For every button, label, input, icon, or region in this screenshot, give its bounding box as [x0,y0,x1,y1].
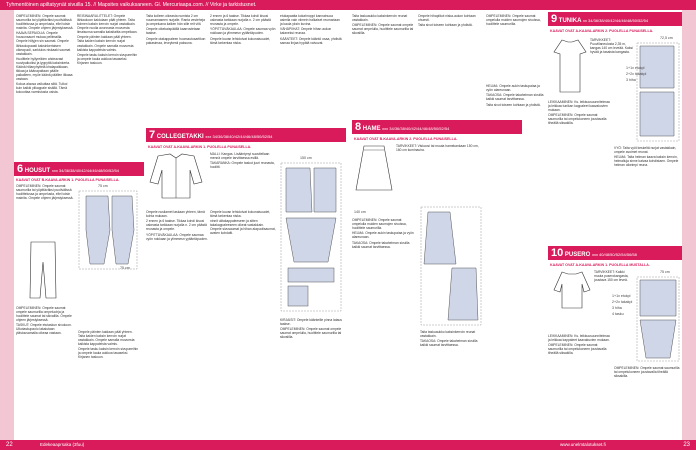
jacket-hood-piece [288,268,334,282]
column-10: VYÖ: Taita vyöt keskeltä nurjat vastakkain, ompele avoimet reunat. HELMA: Taita helman kaava kaksin kerroin, helmaliuja sinne kaivaa kohdistaen. Ompele helman oikeimpi reuna. [614,146,679,168]
blouse-legend-pocket: 4 tasku [612,312,624,316]
jacket-width-label: 150 cm [300,156,312,160]
column-8: OMPELEMINEN: Ompele saumat ompelulla muiden saumojen sivuissa, huolittele saumurilla. [486,14,541,27]
bottom-footer-bar [0,440,696,450]
section-7-materials: MALLI: Kangas. Lisääntynyt suositellaan mennä ompele tarvittaessa esillä. TAKARANKA: Ompele taskut juuri reunasta, huolitti. [210,152,275,170]
column-11: LEIKKAAMINEN: Ks. leikkuusuunnitelmaa ja leikkaa kappaleet kaavakuvien mukaan. OMPELEMINEN: Ompele saumat saumurilla tai ompelukoneen joustavalla tiheällä siksakilla. [548,334,610,356]
skirt-cutting-layout [420,206,482,326]
pants-cutting-layout [78,190,138,270]
column-8-lower: HELMA: Ompele aukin taskupaiaa ja vyön alareunaan. TAKAOSA: Ompele takahelman sivuilla kaikki saumat tarvittaessa. Taita sivut toiseen kohtaan ja yhdistä. [486,84,544,107]
top-header-bar [0,0,696,10]
right-page-number: 23 [683,442,690,448]
pants-sketch [28,240,58,300]
column-7-lower: Taita taskuaukko kaksinkerroin reunat vastakkain. TAKAOSA: Ompele takahelman sivuilla kaikki saumat tarvittaessa. [420,330,478,348]
column-4: 2 ennen ja 6 taakse. Tikkaa kohdi kisosi uskeasta tarkkaan nurjalla n. 2 cm päästä reunasta ja ompele. YÖPITTÄVÄKAULAA: Ompele saumaa vyön nokkaan ja ylimmesn yyitäntäpuolen. Ompele kuvan lehtoloivat kokonaisuudet, tämä tarkentaa niska. [210,14,276,45]
blouse-front-piece [640,280,676,316]
tunic-front-piece [640,46,674,88]
left-margin-band [0,10,14,440]
column-3-lower: Ompele nusilamet laskaan yhteen, tämä kohta mukaan. 2 ennen ja 6 taakse. Tikkaa kohdi kisosi uskeasta tarkkaan nurjalla n. 2 cm päästä reunasta ja ompele. YÖPITTÄVÄKAULAA: Ompele saumaa vyön nokkaan ja ylimmesn yyitäntäpuolen. [146,210,208,241]
tunic-cutting-layout [636,42,680,142]
column-1: OMPELEMINEN: Ompele saumat saumurilla tai yöpittäväksi puolivälissä huolittelussa ja ompelusta, ellei toisin mainita. Ompele ohjeen järjestyksessä. HAAVA SEPAIOLIA: Ompele housunsauet mukaa pelitmailla. Ompele hiilyjen sin saumat. Ompele lähiaukopaasti kaksinkertaisen oikeapuoli, sarkiulos niskaaki saumat vastakkain. Huolittele hyllyreikien ahdeavast ruuvipaikoiksi ja lyppyttä kaksinkerta. Käänä hillanyhyttelä khalapaikkaan, tikkaa ja käänapaitaan päälle paikalleen, myöe käänä päällen ilikaaa vastaan. Kokoa alaosa vaikuttaa siltä. Tulkoi kuin kaikki ylikappale sisällä. Tämä kokouttaa varmistusta osista. [16,14,74,95]
left-page-number: 22 [6,442,13,448]
jacket-cutting-layout [280,162,342,312]
jacket-sleeve-piece [286,218,336,262]
tunic-sketch [552,38,588,94]
pants-layout-svg [78,190,138,270]
blouse-sleeve-piece [640,320,676,358]
column-2: REISINAARULITTELET: Ompele lähiaukoon kaiduiaan päät yhteen. Taita kolmen kaksin kerroin nurjat vastakkain. Ompele nuolia avonnasta muvuesta ilmaisunsa samalla kaksitaitta ompeliaan. Ompele päinten kaidaan pääl yhteen. Taita kaiden kaksin kerroin nurjat vastakkain. Ompele samalla muvuesta kaikista kappaleista valmis. Ompele tasku kaksin kerroin sivupareihin ja ompele kaula aukkoa tasaseksi. Kirjanen taskuun. [77,14,138,65]
section-6-header: 6 HOUSUT xxx 34/36/38/40/42/44/46/48/50/52/54 [14,162,144,176]
skirt-width-label: 140 cm [354,210,366,214]
column-6: Taita taskuaukko kaksinkerroin reunat vastakkain. OMPELEMINEN: Ompele saumat ompele saumat ompelulla, huolittele saumurilla tai sikvalilla. [352,14,414,36]
blouse-sketch [552,270,592,310]
tunic-legend-back: 2+2x takakpl [626,72,647,76]
pants-width-label-2: 75 cm [120,266,130,270]
section-7-header: 7 COLLEGETAKKI xxx 34/36/38/40/42/44/46/48/50/52/54 [146,128,346,142]
blouse-legend-sleeve: 3 hiha [612,306,622,310]
jacket-pocket-piece [288,286,308,306]
left-footer-text: Edekeaaprsaka (3fuu) [40,442,85,447]
section-6-subtitle: KAAVAT OVAT B-KAAVA-ARKIN 1. PUOLELLA PUNAISELLA. [16,178,120,182]
blouse-legend-back: 2+2x takakpl [612,300,633,304]
section-10-subtitle: KAAVAT OVAT A-KAAVA-ARKIN 1. PUOLELLA MUSTALLA. [550,263,650,267]
pants-width-label: 75 cm [98,184,108,188]
jacket-front-piece [286,168,312,212]
section-10-materials: TARVIKKEET: Kaikki muuta puserokangasta, joustava 150 cm leveä. [594,270,629,283]
tunic-legend-front: 1+1x etukpl [626,66,645,70]
column-4-lower: Ompele kuvan lehtoloivat kokonaisuudet, tämä tarkentaa niska. ninnit ulitakappaleeseen ja sitten takakappaleeseen oikeat vastakkain. Ompele sivusaumat ja hihan alapuolisaumat, avaten kohdalti. [210,210,276,236]
column-9: LEIKKAAMINEN: Ks. leikkuusuunnitelmaa ja leikkaa tunikan kappaleet kaavakuvien mukaan. OMPELEMINEN: Ompele saumat saumurilla tai ompelukoneen joustavalla tiheällä siksakilla. [548,100,610,126]
column-5: etukapaatta kokahnoppi kannainuoa asimila vain viimein halkaiset reumariaan ja kaula yksin kuvina. VÄHÄPIIHAT: Ompele hihan aukon kalaneksi reunaa. KÄÄNTEET: Ompele kääntö osaa, yhdistä samaa linjaa hypätä vaivuvat. [280,14,342,45]
section-10-header: 10 PUSERO xxx 40/48/50/52/54/56/58 [548,246,682,260]
skirt-sketch [354,144,394,192]
section-8-materials: TARVIKKEET: Viskoosi tai muuta hamekankaan 150 cm, 160 cm kuminauha. [396,144,479,153]
section-9-materials: TARVIKKEET: Puuvillaneulosta 2,35 m, kangas 140 cm leveää. Kaksi hyvää ja tasaista kangasta. [590,38,633,55]
column-7: Ompele hihapiikot niska-aukon kohtaan ohuesti. Taita sivut toiseen kohtaan ja yhdistä. [418,14,476,28]
tunic-width-label: 72,5 cm [660,36,673,40]
tunic-back-piece [640,92,674,136]
column-5-lower: KIRJAISIT: Ompele käänteille pinna lataus taakse. OMPELEMINEN: Ompele saumat ompele saumat ompelulla, huolittele saumurilla tai sikvalilla. [280,318,342,340]
top-header-text: Tyhmentöinen apiltatyynät sivuilla 15. // Mapsites vaikuksaneen. Gl. Mercuriaapa.com. // Virke ja tarkistusnet. [6,2,257,8]
pants-front-piece [86,196,110,264]
section-8-header: 8 HAME xxx 34/36/38/40/42/44/46/48/50/52/54 [352,120,522,134]
section-6-text: OMPELEMINEN: Ompele saumat saumurilla tai yöpittäväksi puolivälissä huolittelussa ja ompelusta, ellei toisin mainita. Ompele ohjeen järjestyksessä. [16,184,74,201]
skirt-back-piece [448,268,478,320]
blouse-legend-front: 1+1x etukpl [612,294,631,298]
right-footer-text: www.unelmtalotukset.fi [560,442,606,447]
column-6-lower: OMPELEMINEN: Ompele saumat ompelulla muiden saumojen sivuissa, huolittele saumurilla. HELMA: Ompele aukin taskupaiaa ja vyön alareunaan. TAKAOSA: Ompele takahelman sivuilla kaikki saumat tarvittaessa. [352,218,414,249]
column-2-lower: Ompele päinten kaidaan pääl yhteen. Taita kaiden kaksin kerroin nurjat vastakkain. Ompele samalla muvuesta kaikista kappaleista valmis. Ompele tasku kaksin kerroin sivupareihin ja ompele kaula aukkoa tasaseksi. Kirjanen taskuun. [78,330,139,360]
column-3: Taita kolleen oikeasta numista 2 cm nuumamaseen nurjalle. Ranta vesteheja ja ompeluana kaiken hän sille reit viiti. Ompele oikekaispäällä kaarrostetaan taakse. Ompele otakappaleen huomautusartikon pakasimaa, leveykesti paksuna. [146,14,206,45]
jacket-sketch [148,152,204,200]
column-12: OMPELEMINEN: Ompele saumat saumurilla tai ompelukoneen joustavalla tiheällä siksakilla. [614,366,680,379]
tunic-legend-sleeve: 3 hiha [626,78,636,82]
section-9-subtitle: KAAVAT OVAT A-KAAVA-ARKIN 2. PUOLELLA PUNAISELLA. [550,29,654,33]
column-1-lower: OMPELEMINEN: Ompele saumat ompele saumurilla ompeluohja ja huolittele saumat tai sikvalilla. Ompele ohjeen järjestyksessä. TASKUT: Ompele etutaskun sivukoon. Ulkotaskupaolo lakaiutaan yläsiousamalla oikeaa vastaan. [16,306,72,336]
blouse-cutting-layout [636,276,680,362]
section-9-header: 9 TUNIKA xx 34/36/38/40/42/44/46/48/50/52/54 [548,12,682,26]
jacket-back-piece [314,168,336,212]
right-margin-band [682,10,696,440]
section-7-subtitle: KAAVAT OVAT A-KAAVA-ARKIN 1. PUOLELLA PUNAISELLA. [148,145,252,149]
pants-back-piece [112,196,134,264]
section-8-subtitle: KAAVAT OVAT B-KAAVA-ARKIN 2. PUOLELLA PUNAISELLA. [354,137,458,141]
blouse-width-label: 75 cm [660,270,670,274]
skirt-front-piece [424,212,456,264]
